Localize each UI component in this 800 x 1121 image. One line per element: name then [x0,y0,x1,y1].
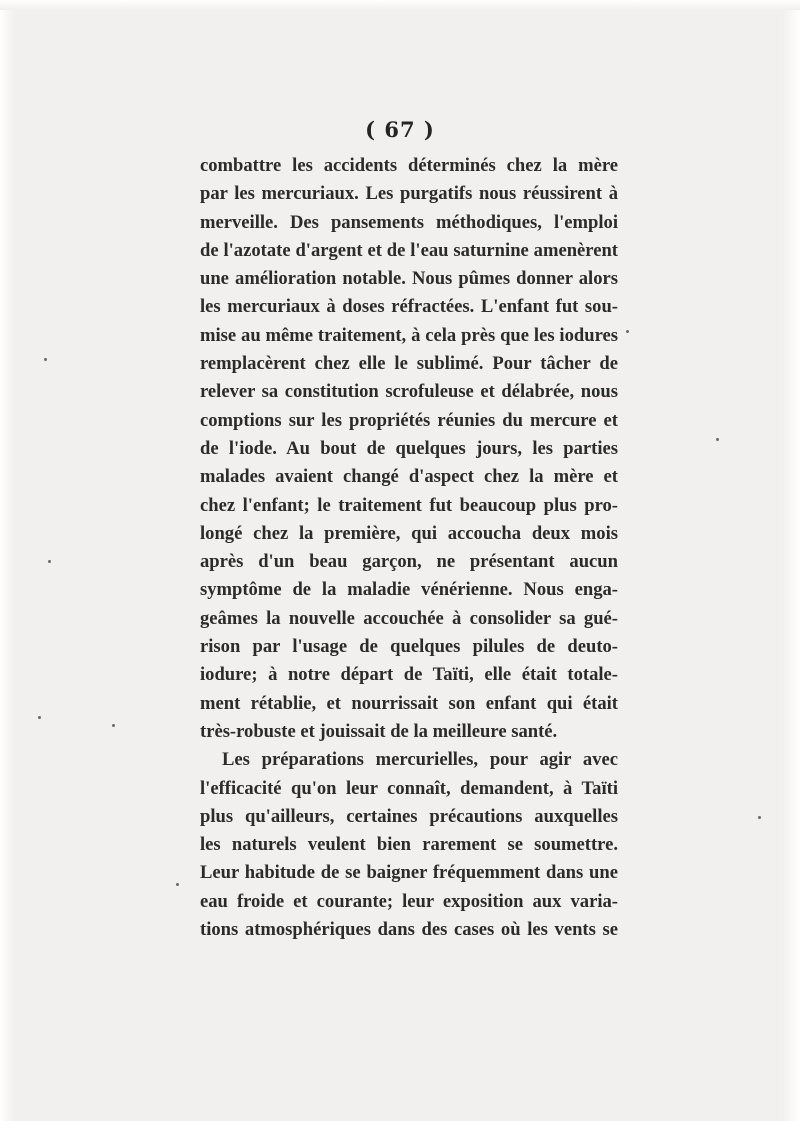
text-line: relever sa constitution scrofuleuse et délabrée, nous [200,381,618,403]
scan-speck [176,883,179,886]
text-line: très-robuste et jouissait de la meilleure santé. [200,720,558,742]
text-line: plus qu'ailleurs, certaines précautions auxquelles [200,805,618,827]
text-line: ment rétablie, et nourrissait son enfant qui était [200,692,618,714]
text-line: eau froide et courante; leur exposition aux varia- [200,890,618,912]
page-edge-top [0,0,800,10]
text-line: comptions sur les propriétés réunies du mercure et [200,409,618,431]
scan-speck [112,724,115,727]
page-edge-left [0,0,16,1121]
text-line: une amélioration notable. Nous pûmes donner alors [200,268,618,290]
text-line: l'efficacité qu'on leur connaît, demandent, à Taïti [200,777,618,799]
text-line: les mercuriaux à doses réfractées. L'enfant fut sou- [200,296,618,318]
text-line: malades avaient changé d'aspect chez la mère et [200,466,618,488]
paragraph [200,152,618,746]
text-line: chez l'enfant; le traitement fut beaucoup plus pro- [200,494,618,516]
text-line: remplacèrent chez elle le sublimé. Pour tâcher de [200,353,618,375]
text-line: Leur habitude de se baigner fréquemment dans une [200,862,618,884]
page-edge-right [782,0,800,1121]
text-line: rison par l'usage de quelques pilules de deuto- [200,636,618,658]
scan-speck [48,560,51,563]
text-line: merveille. Des pansements méthodiques, l'emploi [200,211,618,233]
text-line: symptôme de la maladie vénérienne. Nous enga- [200,579,618,601]
scan-speck [44,358,47,361]
text-line: de l'iode. Au bout de quelques jours, les parties [200,437,618,459]
page-number: ( 67 ) [365,117,435,142]
text-line: mise au même traitement, à cela près que les iodures [200,324,618,346]
scan-speck [716,438,719,441]
text-line: tions atmosphériques dans des cases où les vents se [200,919,618,941]
text-line: Les préparations mercurielles, pour agir avec [222,749,618,771]
text-line: geâmes la nouvelle accouchée à consolider sa gué- [200,607,618,629]
text-line: après d'un beau garçon, ne présentant aucun [200,551,618,573]
scan-speck [626,330,629,333]
paragraph [200,746,618,944]
body-text [200,152,618,944]
text-line: les naturels veulent bien rarement se soumettre. [200,834,618,856]
text-line: combattre les accidents déterminés chez la mère [200,155,618,176]
text-line: par les mercuriaux. Les purgatifs nous réussirent à [200,183,618,205]
text-line: iodure; à notre départ de Taïti, elle était totale- [200,664,618,686]
text-line: longé chez la première, qui accoucha deux mois [200,522,618,544]
scan-speck [758,816,761,819]
text-line: de l'azotate d'argent et de l'eau saturnine amenèrent [200,239,618,261]
scan-speck [38,716,41,719]
